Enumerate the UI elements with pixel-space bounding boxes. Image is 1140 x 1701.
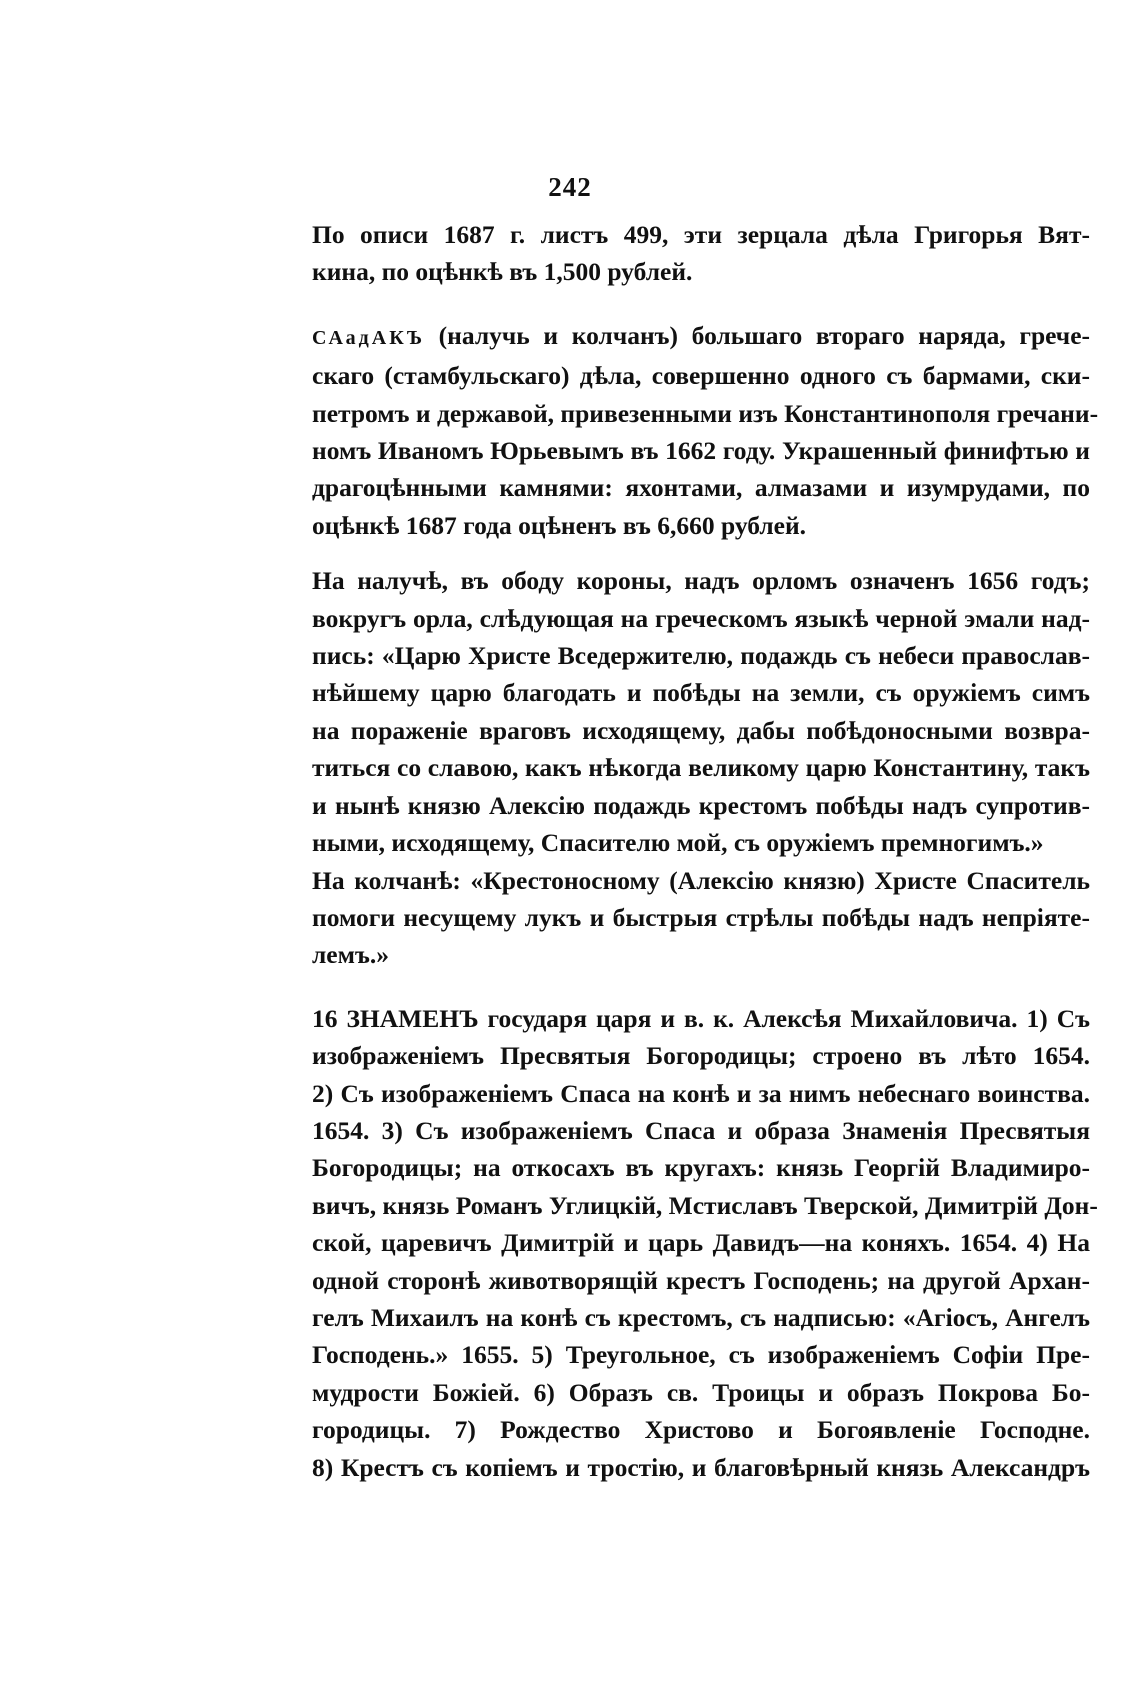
paragraph-znamena [312, 1000, 1098, 1486]
text-line: вокругъ орла, слѣдующая на греческомъ языкѣ черной эмали над- [312, 603, 1090, 633]
text-line: и нынѣ князю Алексію подаждь крестомъ побѣды надъ супротив- [312, 790, 1090, 820]
text-line: оцѣнкѣ 1687 года оцѣненъ въ 6,660 рублей. [312, 510, 807, 540]
text-line: титься со славою, какъ нѣкогда великому царю Константину, такъ [312, 753, 1090, 783]
text-line: 1654. 3) Съ изображеніемъ Спаса и образа Знаменія Пресвятыя [312, 1115, 1090, 1145]
paragraph-saadak [312, 317, 1099, 544]
paragraph-lead-word: САадАКЪ [312, 326, 425, 349]
page-number: 242 [548, 172, 592, 202]
paragraph-mirror-note [312, 216, 1090, 291]
text-line [312, 1000, 1090, 1037]
text-line: пись: «Царю Христе Вседержителю, подаждь съ небеси православ- [312, 641, 1090, 671]
paragraph-kolchan-inscription [312, 862, 1090, 974]
text-line: помоги несущему лукъ и быстрыя стрѣлы побѣды надъ непріяте- [312, 902, 1090, 932]
text-line: городицы. 7) Рождество Христово и Богоявленіе Господне. [312, 1415, 1090, 1445]
text-line: нѣйшему царю благодать и побѣды на земли, съ оружіемъ симъ [312, 678, 1090, 708]
text-line: 2) Съ изображеніемъ Спаса на конѣ и за нимъ небеснаго воинства. [312, 1078, 1090, 1108]
text-fragment: государя царя и в. к. Алексѣя Михайловича. 1) Съ [478, 1003, 1090, 1033]
text-line: изображеніемъ Пресвятыя Богородицы; строено въ лѣто 1654. [312, 1041, 1090, 1071]
text-line: На колчанѣ: «Крестоносному (Алексію князю) Христе Спаситель [312, 865, 1090, 895]
text-line: петромъ и державой, привезенными изъ Константинополя гречани- [312, 398, 1099, 428]
text-fragment: (налучь и колчанъ) большаго втораго наряда, грече- [425, 320, 1090, 350]
text-line: лемъ.» [312, 940, 389, 970]
text-line: Господень.» 1655. 5) Треугольное, съ изображеніемъ Софіи Пре- [312, 1340, 1090, 1370]
text-line: ными, исходящему, Спасителю мой, съ оружіемъ премногимъ.» [312, 828, 1044, 858]
text-line: номъ Иваномъ Юрьевымъ въ 1662 году. Украшенный финифтью и [312, 436, 1090, 466]
text-line: 8) Крестъ съ копіемъ и тростію, и благовѣрный князь Александръ [312, 1452, 1090, 1482]
text-line: одной сторонѣ животворящій крестъ Господень; на другой Архан- [312, 1265, 1090, 1295]
text-line: вичъ, князь Романъ Углицкій, Мстиславъ Тверской, Димитрій Дон- [312, 1190, 1098, 1220]
main-text-column [312, 216, 1099, 1486]
text-line: Богородицы; на откосахъ въ кругахъ: князь Георгій Владимиро- [312, 1153, 1090, 1183]
text-line: гелъ Михаилъ на конѣ съ крестомъ, съ надписью: «Агіосъ, Ангелъ [312, 1302, 1090, 1332]
paragraph-lead-word: 16 ЗНАМЕНЪ [312, 1003, 479, 1033]
text-line: ской, царевичъ Димитрій и царь Давидъ—на коняхъ. 1654. 4) На [312, 1228, 1090, 1258]
text-line: На налучѣ, въ ободу короны, надъ орломъ означенъ 1656 годъ; [312, 566, 1090, 596]
text-line: скаго (стамбульскаго) дѣла, совершенно одного съ бармами, ски- [312, 361, 1090, 391]
text-line: мудрости Божіей. 6) Образъ св. Троицы и образъ Покрова Бо- [312, 1377, 1090, 1407]
text-line: По описи 1687 г. листъ 499, эти зерцала дѣла Григорья Вят- [312, 220, 1090, 249]
paragraph-naluch-inscription [312, 562, 1090, 861]
text-line: драгоцѣнными камнями: яхонтами, алмазами и изумрудами, по [312, 473, 1090, 503]
text-line [312, 317, 1090, 357]
text-line: на пораженіе враговъ исходящему, дабы побѣдоносными возвра- [312, 715, 1090, 745]
text-line: кина, по оцѣнкѣ въ 1,500 рублей. [312, 257, 693, 287]
